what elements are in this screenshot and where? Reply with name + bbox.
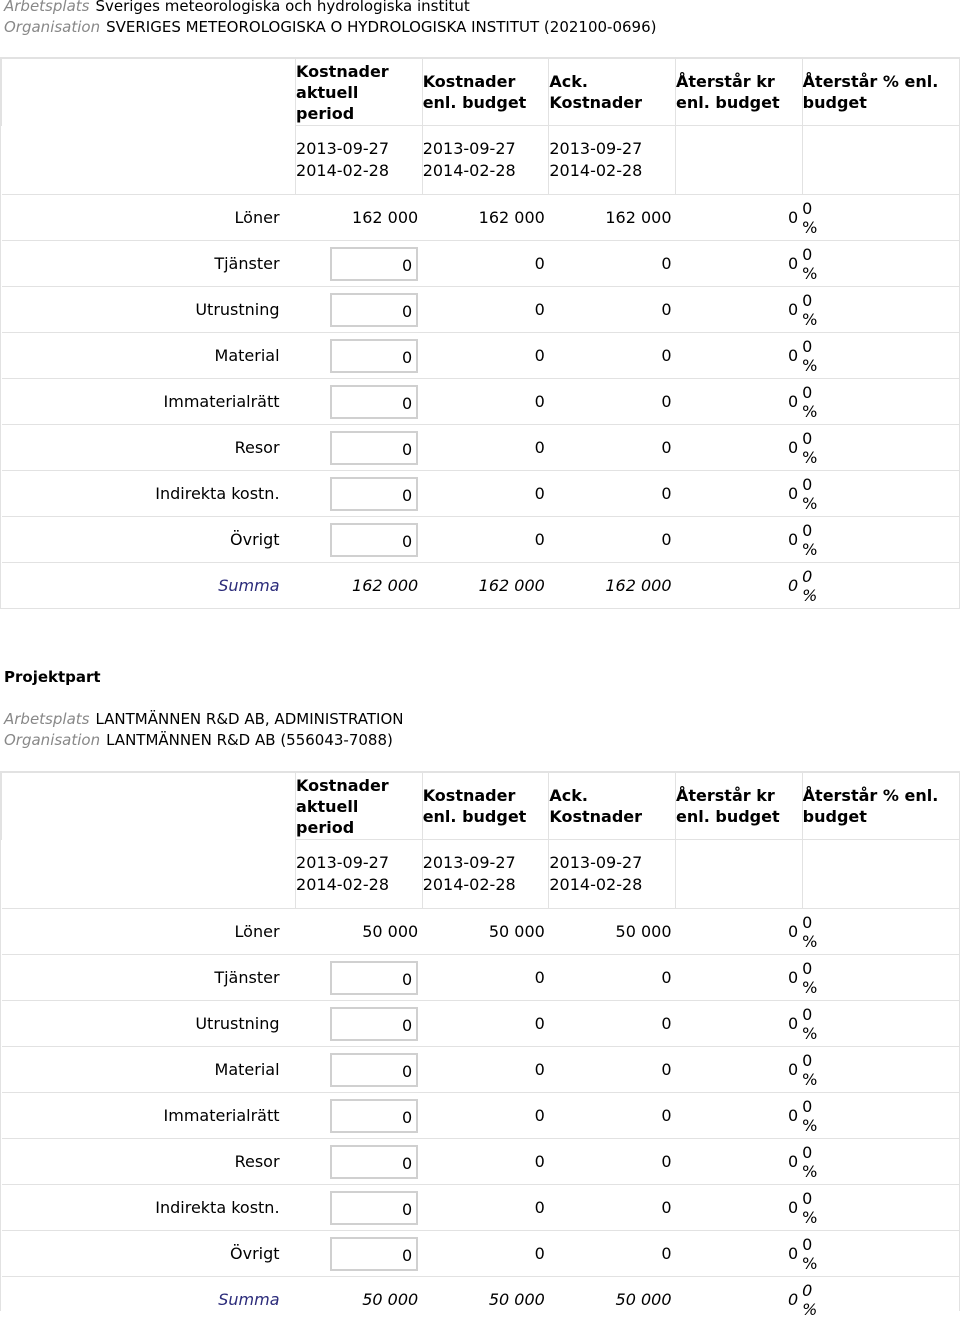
row-label: Indirekta kostn.: [2, 1185, 296, 1231]
cost-budget: 0: [422, 1001, 549, 1047]
arbetsplats-line-2: [4, 709, 403, 730]
table-row: [2, 1231, 960, 1277]
row-label: Material: [2, 1047, 296, 1093]
table-row: [2, 471, 960, 517]
date-empty: [2, 840, 296, 909]
remaining-kr: 0: [676, 955, 803, 1001]
cost-budget: 0: [422, 379, 549, 425]
remaining-pct: 0 %: [802, 909, 960, 955]
remaining-kr: 0: [676, 471, 803, 517]
table-row: [2, 241, 960, 287]
cost-input-cell: [296, 241, 423, 287]
remaining-kr: 0: [676, 1277, 803, 1322]
remaining-pct: 0 %: [802, 195, 960, 241]
cost-input-field[interactable]: 0: [330, 477, 418, 511]
row-label: Tjänster: [2, 955, 296, 1001]
ack-cost: 162 000: [549, 195, 676, 241]
remaining-kr: 0: [676, 333, 803, 379]
header-kostnader-enl-budget: Kostnader enl. budget: [422, 773, 549, 840]
cost-budget: 50 000: [422, 1277, 549, 1322]
remaining-kr: 0: [676, 1001, 803, 1047]
ack-cost: 162 000: [549, 563, 676, 609]
organisation-label: Organisation: [4, 18, 100, 36]
remaining-kr: 0: [676, 425, 803, 471]
header-ack-kostnader: Ack. Kostnader: [549, 59, 676, 126]
cost-input-field[interactable]: 0: [330, 339, 418, 373]
header-empty: [2, 773, 296, 840]
table-row: [2, 333, 960, 379]
row-label: Resor: [2, 1139, 296, 1185]
cost-input-cell: [296, 287, 423, 333]
cost-current-period: 162 000: [296, 563, 423, 609]
row-label: Material: [2, 333, 296, 379]
remaining-pct: 0 %: [802, 1231, 960, 1277]
cost-budget: 50 000: [422, 909, 549, 955]
table-row: [2, 379, 960, 425]
row-label: Löner: [2, 195, 296, 241]
ack-cost: 0: [549, 955, 676, 1001]
table-row: [2, 909, 960, 955]
cost-budget: 0: [422, 1185, 549, 1231]
remaining-pct: 0 %: [802, 241, 960, 287]
date-period-1: 2013-09-27 2014-02-28: [296, 126, 423, 195]
row-label: Resor: [2, 425, 296, 471]
cost-budget: 0: [422, 287, 549, 333]
arbetsplats-value: LANTMÄNNEN R&D AB, ADMINISTRATION: [95, 710, 403, 728]
date-period-2: 2013-09-27 2014-02-28: [422, 126, 549, 195]
remaining-pct: 0 %: [802, 1047, 960, 1093]
projektpart-title: Projektpart: [4, 668, 101, 686]
budget-table-1: [0, 57, 960, 609]
budget-table-2: [0, 771, 960, 1311]
row-label: Utrustning: [2, 287, 296, 333]
cost-input-cell: [296, 379, 423, 425]
ack-cost: 0: [549, 425, 676, 471]
table-row: [2, 1093, 960, 1139]
organisation-value: LANTMÄNNEN R&D AB (556043-7088): [106, 731, 393, 749]
header-aterstar-kr: Återstår kr enl. budget: [676, 59, 803, 126]
arbetsplats-line-1: [4, 0, 470, 17]
ack-cost: 0: [549, 1231, 676, 1277]
date-empty-4: [676, 840, 803, 909]
cost-budget: 162 000: [422, 563, 549, 609]
remaining-pct: 0 %: [802, 1093, 960, 1139]
remaining-pct: 0 %: [802, 287, 960, 333]
table-row: [2, 287, 960, 333]
remaining-kr: 0: [676, 195, 803, 241]
ack-cost: 0: [549, 1047, 676, 1093]
row-label: Löner: [2, 909, 296, 955]
cost-current-period: 50 000: [296, 909, 423, 955]
table-row: [2, 1277, 960, 1322]
ack-cost: 0: [549, 1001, 676, 1047]
remaining-pct: 0 %: [802, 517, 960, 563]
ack-cost: 0: [549, 1139, 676, 1185]
organisation-line-1: [4, 17, 656, 38]
remaining-kr: 0: [676, 287, 803, 333]
remaining-pct: 0 %: [802, 1001, 960, 1047]
date-period-3: 2013-09-27 2014-02-28: [549, 126, 676, 195]
remaining-kr: 0: [676, 1047, 803, 1093]
table-row: [2, 563, 960, 609]
date-period-3: 2013-09-27 2014-02-28: [549, 840, 676, 909]
cost-input-field[interactable]: 0: [330, 1053, 418, 1087]
cost-input-field[interactable]: 0: [330, 523, 418, 557]
ack-cost: 0: [549, 1185, 676, 1231]
organisation-label: Organisation: [4, 731, 100, 749]
remaining-pct: 0 %: [802, 1277, 960, 1322]
organisation-value: SVERIGES METEOROLOGISKA O HYDROLOGISKA INSTITUT (202100-0696): [106, 18, 656, 36]
row-label: Tjänster: [2, 241, 296, 287]
cost-budget: 0: [422, 333, 549, 379]
cost-input-field[interactable]: 0: [330, 431, 418, 465]
arbetsplats-label: Arbetsplats: [4, 0, 89, 15]
table-row: [2, 955, 960, 1001]
ack-cost: 0: [549, 1093, 676, 1139]
date-empty-5: [802, 126, 960, 195]
header-ack-kostnader: Ack. Kostnader: [549, 773, 676, 840]
remaining-kr: 0: [676, 909, 803, 955]
row-label: Immaterialrätt: [2, 1093, 296, 1139]
row-label: Utrustning: [2, 1001, 296, 1047]
cost-budget: 0: [422, 1047, 549, 1093]
cost-input-field[interactable]: 0: [330, 1099, 418, 1133]
header-aterstar-kr: Återstår kr enl. budget: [676, 773, 803, 840]
ack-cost: 0: [549, 379, 676, 425]
cost-input-cell: [296, 1001, 423, 1047]
cost-budget: 0: [422, 1231, 549, 1277]
remaining-pct: 0 %: [802, 1185, 960, 1231]
row-label: Immaterialrätt: [2, 379, 296, 425]
date-empty-4: [676, 126, 803, 195]
remaining-pct: 0 %: [802, 425, 960, 471]
cost-input-field[interactable]: 0: [330, 1007, 418, 1041]
cost-input-cell: [296, 1047, 423, 1093]
cost-input-field[interactable]: 0: [330, 961, 418, 995]
cost-budget: 0: [422, 425, 549, 471]
cost-input-field[interactable]: 0: [330, 385, 418, 419]
cost-input-cell: [296, 1231, 423, 1277]
cost-input-cell: [296, 1139, 423, 1185]
ack-cost: 0: [549, 287, 676, 333]
cost-input-cell: [296, 517, 423, 563]
ack-cost: 50 000: [549, 1277, 676, 1322]
ack-cost: 50 000: [549, 909, 676, 955]
ack-cost: 0: [549, 241, 676, 287]
date-period-1: 2013-09-27 2014-02-28: [296, 840, 423, 909]
cost-budget: 0: [422, 1093, 549, 1139]
row-label: Indirekta kostn.: [2, 471, 296, 517]
header-aterstar-pct: Återstår % enl. budget: [802, 773, 960, 840]
header-empty: [2, 59, 296, 126]
ack-cost: 0: [549, 517, 676, 563]
header-aterstar-pct: Återstår % enl. budget: [802, 59, 960, 126]
header-kostnader-aktuell-period: Kostnader aktuell period: [296, 59, 423, 126]
row-label: Summa: [2, 1277, 296, 1322]
arbetsplats-value: Sveriges meteorologiska och hydrologiska institut: [95, 0, 469, 15]
cost-input-cell: [296, 333, 423, 379]
remaining-pct: 0 %: [802, 955, 960, 1001]
remaining-pct: 0 %: [802, 379, 960, 425]
cost-input-cell: [296, 425, 423, 471]
header-kostnader-aktuell-period: Kostnader aktuell period: [296, 773, 423, 840]
date-empty: [2, 126, 296, 195]
remaining-kr: 0: [676, 1231, 803, 1277]
table-row: [2, 517, 960, 563]
organisation-line-2: [4, 730, 393, 751]
remaining-kr: 0: [676, 563, 803, 609]
ack-cost: 0: [549, 471, 676, 517]
date-empty-5: [802, 840, 960, 909]
table-row: [2, 1001, 960, 1047]
remaining-pct: 0 %: [802, 471, 960, 517]
cost-input-cell: [296, 1185, 423, 1231]
row-label: Summa: [2, 563, 296, 609]
header-kostnader-enl-budget: Kostnader enl. budget: [422, 59, 549, 126]
cost-input-field[interactable]: 0: [330, 293, 418, 327]
table-row: [2, 1139, 960, 1185]
cost-budget: 0: [422, 517, 549, 563]
remaining-kr: 0: [676, 1093, 803, 1139]
ack-cost: 0: [549, 333, 676, 379]
remaining-kr: 0: [676, 379, 803, 425]
table-row: [2, 425, 960, 471]
cost-budget: 0: [422, 471, 549, 517]
cost-budget: 0: [422, 955, 549, 1001]
remaining-kr: 0: [676, 1139, 803, 1185]
row-label: Övrigt: [2, 1231, 296, 1277]
cost-input-cell: [296, 1093, 423, 1139]
cost-input-cell: [296, 955, 423, 1001]
cost-input-field[interactable]: 0: [330, 1145, 418, 1179]
cost-input-field[interactable]: 0: [330, 1237, 418, 1271]
row-label: Övrigt: [2, 517, 296, 563]
cost-budget: 0: [422, 1139, 549, 1185]
remaining-kr: 0: [676, 1185, 803, 1231]
remaining-pct: 0 %: [802, 563, 960, 609]
table-row: [2, 1185, 960, 1231]
cost-budget: 162 000: [422, 195, 549, 241]
cost-current-period: 50 000: [296, 1277, 423, 1322]
cost-input-field[interactable]: 0: [330, 1191, 418, 1225]
table-row: [2, 1047, 960, 1093]
cost-input-cell: [296, 471, 423, 517]
arbetsplats-label: Arbetsplats: [4, 710, 89, 728]
remaining-pct: 0 %: [802, 1139, 960, 1185]
remaining-kr: 0: [676, 241, 803, 287]
table-row: [2, 195, 960, 241]
cost-current-period: 162 000: [296, 195, 423, 241]
remaining-pct: 0 %: [802, 333, 960, 379]
cost-budget: 0: [422, 241, 549, 287]
cost-input-field[interactable]: 0: [330, 247, 418, 281]
remaining-kr: 0: [676, 517, 803, 563]
date-period-2: 2013-09-27 2014-02-28: [422, 840, 549, 909]
